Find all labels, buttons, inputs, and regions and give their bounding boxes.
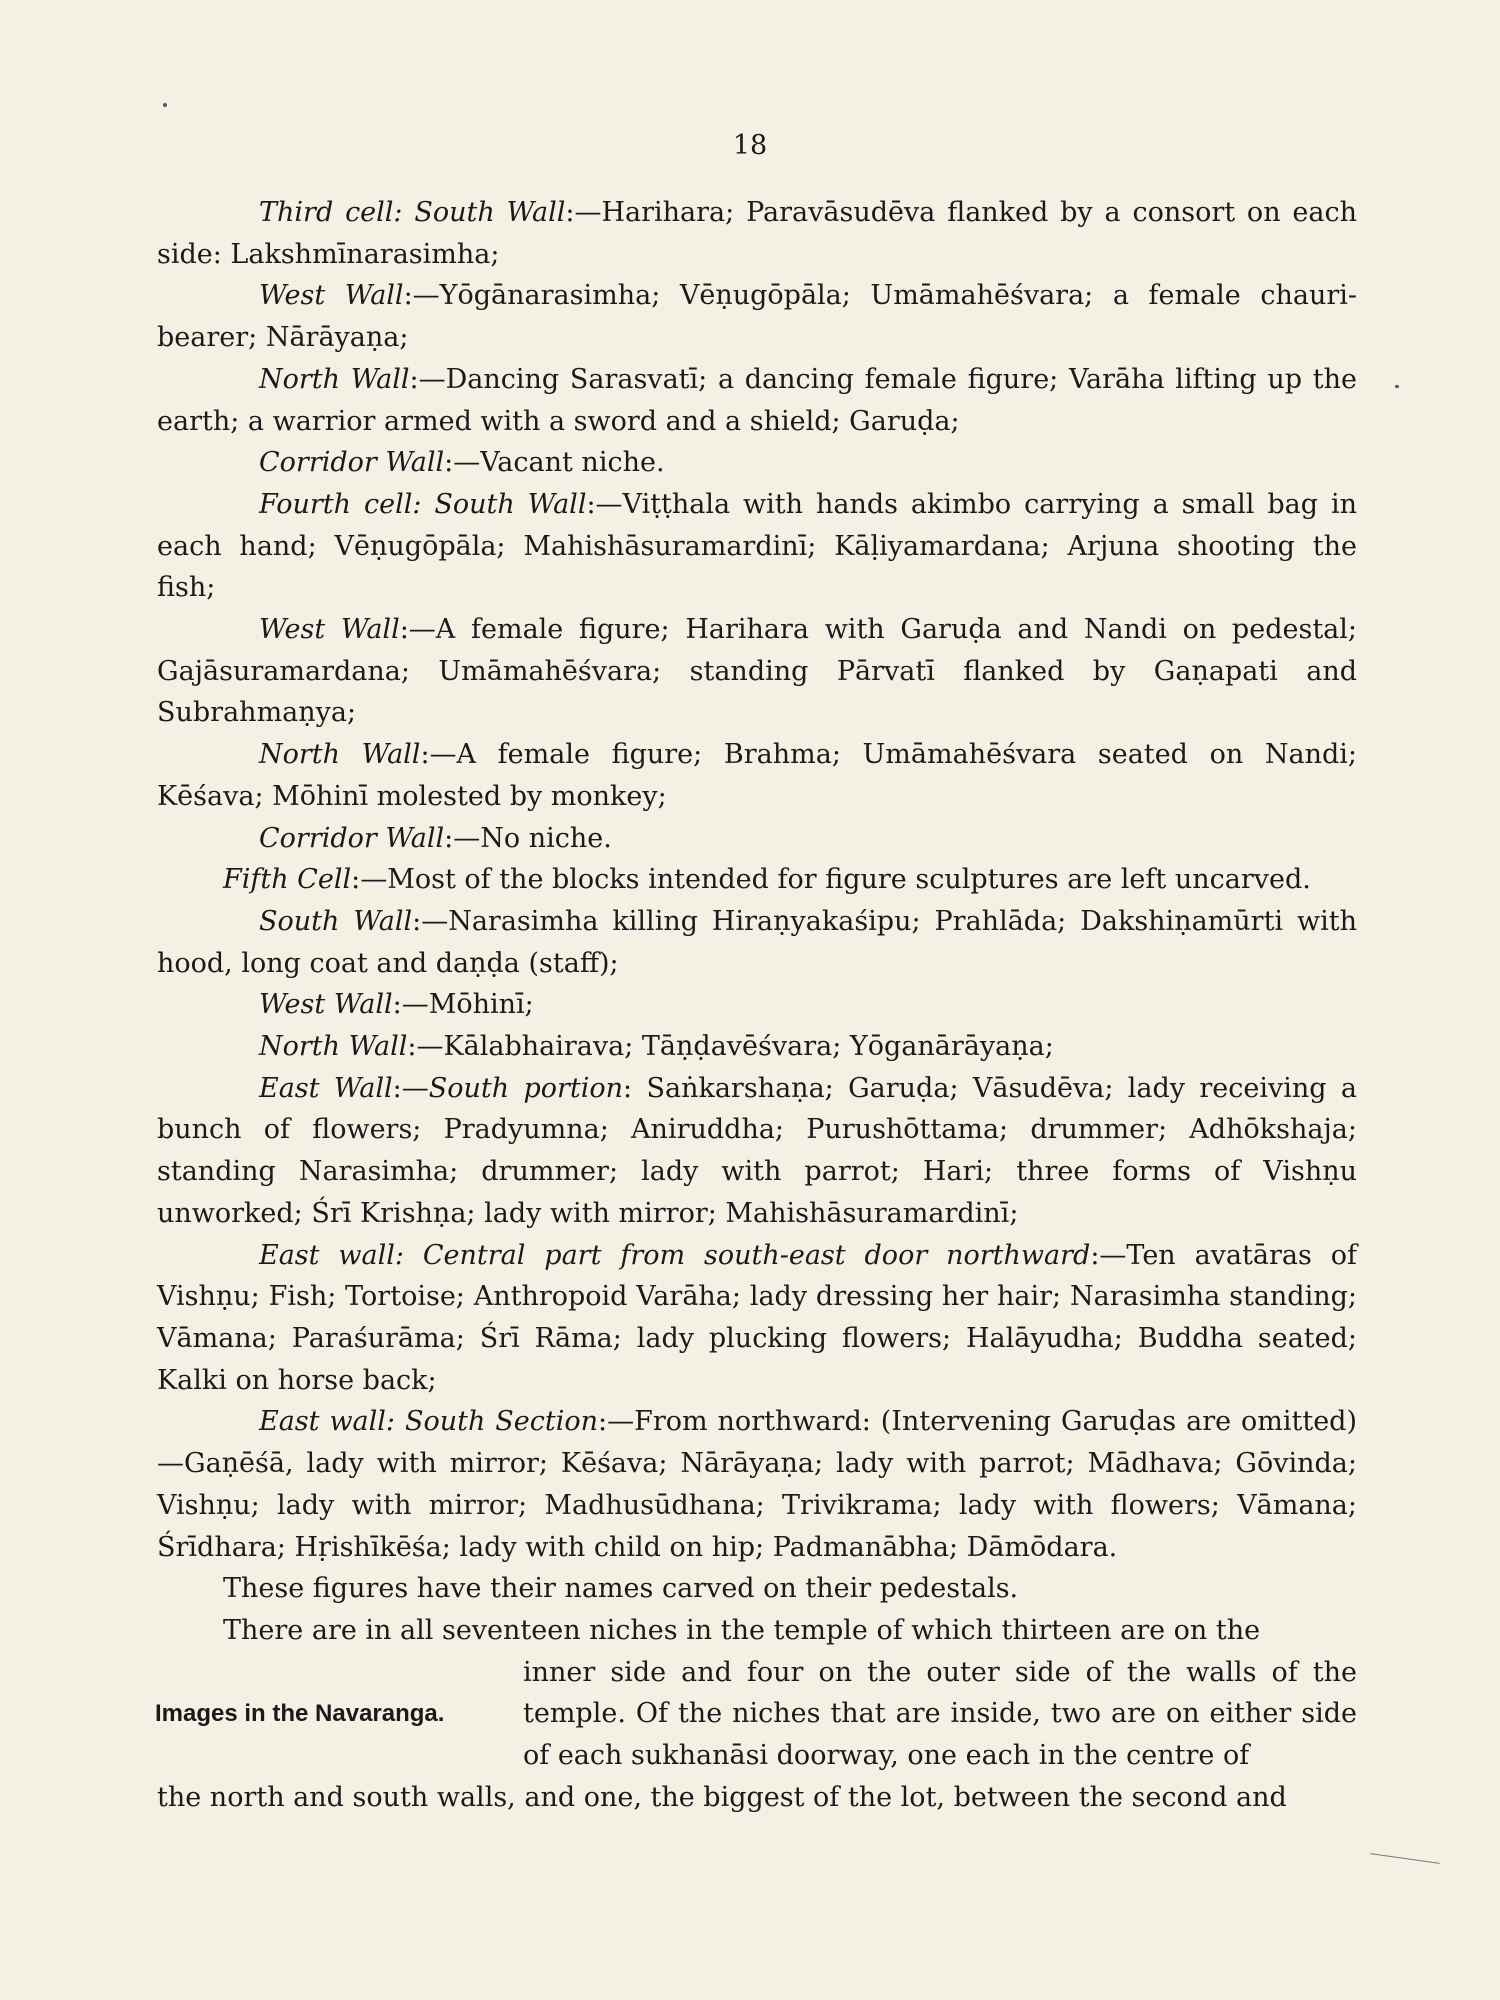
paragraph — [157, 984, 1357, 1026]
section-heading: East wall: South Section — [259, 1406, 599, 1438]
ink-speck — [163, 103, 167, 107]
paragraph — [157, 1026, 1357, 1068]
paragraph — [157, 275, 1357, 358]
paragraph: East Wall:—South portion: Saṅkarshaṇa; Garuḍa; Vāsudēva; lady receiving a bunch of flowers; Pradyumna; Aniruddha; Purushōttama; drummer; Adhōkshaja; standing Narasimha; drummer; lady with parrot; Hari; three forms of Vishṇu unworked; Śrī Krishṇa; lady with mirror; Mahishāsuramardinī; — [157, 1072, 1357, 1229]
section-heading: West Wall — [259, 989, 393, 1021]
paragraph — [157, 734, 1357, 817]
paragraph — [157, 1235, 1357, 1402]
paragraph — [157, 859, 1357, 901]
paragraph-text: :—Ten avatāras of Vishṇu; Fish; Tortoise; Anthropoid Varāha; lady dressing her hair; Narasimha standing; Vāmana; Paraśurāma; Śrī Rāma; lady plucking flowers; Halāyudha; Buddha seated; Kalki on horse back; — [157, 1239, 1357, 1396]
paragraph: the north and south walls, and one, the biggest of the lot, between the second and — [157, 1781, 1287, 1813]
paragraph-text: :—A female figure; Brahma; Umāmahēśvara seated on Nandi; Kēśava; Mōhinī molested by monkey; — [157, 739, 1357, 812]
paragraph — [157, 1401, 1357, 1568]
paragraph-text: :—Narasimha killing Hiraṇyakaśipu; Prahlāda; Dakshiṇamūrti with hood, long coat and daṇḍa (staff); — [157, 905, 1357, 979]
section-heading: North Wall — [259, 363, 410, 395]
paragraph: There are in all seventeen niches in the temple of which thirteen are on the — [223, 1614, 1261, 1646]
section-heading: Fifth Cell — [223, 864, 352, 896]
page-edge-line — [1370, 1853, 1439, 1864]
page-number: 18 — [732, 130, 768, 161]
paragraph — [157, 484, 1357, 609]
paragraph-text: :—Viṭṭhala with hands akimbo carrying a small bag in each hand; Vēṇugōpāla; Mahishāsuramardinī; Kāḷiyamardana; Arjuna shooting the fish; — [157, 488, 1357, 604]
margin-sidenote: Images in the Navaranga. — [155, 1700, 445, 1728]
section-heading: North Wall — [259, 739, 421, 771]
paragraph-text: :—Vacant niche. — [444, 447, 665, 479]
paragraph-text: inner side and four on the outer side of the walls of the temple. Of the niches that are inside, two are on either side of each sukhanāsi doorway, one each in the centre of — [523, 1656, 1357, 1772]
ink-speck — [1395, 385, 1399, 388]
paragraph — [157, 359, 1357, 442]
paragraph: These figures have their names carved on their pedestals. — [223, 1573, 1019, 1605]
section-heading: North Wall — [259, 1031, 408, 1063]
paragraph-text: :—Dancing Sarasvatī; a dancing female figure; Varāha lifting up the earth; a warrior armed with a sword and a shield; Garuḍa; — [157, 363, 1357, 437]
paragraph — [157, 901, 1357, 984]
body-text — [157, 192, 1357, 1818]
paragraph — [157, 818, 1357, 860]
paragraph-text: :—From northward: (Intervening Garuḍas are omitted)—Gaṇēśā, lady with mirror; Kēśava; Nārāyaṇa; lady with parrot; Mādhava; Gōvinda; Vishṇu; lady with mirror; Madhusūdhana; Trivikrama; lady with flowers; Vāmana; Śrīdhara; Hṛishīkēśa; lady with child on hip; Padmanābha; Dāmōdara. — [157, 1406, 1357, 1563]
section-heading: Third cell: South Wall — [259, 197, 566, 228]
paragraph — [157, 192, 1357, 275]
section-heading: East wall: Central part from south-east door northward — [259, 1239, 1091, 1271]
paragraph-text: :—Mōhinī; — [392, 989, 534, 1021]
paragraph-text: :—Kālabhairava; Tāṇḍavēśvara; Yōganārāyaṇa; — [407, 1031, 1054, 1063]
section-heading: Corridor Wall — [259, 822, 445, 854]
paragraph-text: :—Yōgānarasimha; Vēṇugōpāla; Umāmahēśvara; a female chauri-bearer; Nārāyaṇa; — [157, 280, 1358, 354]
section-heading: Fourth cell: South Wall — [259, 488, 587, 520]
paragraph — [157, 442, 1357, 484]
sidenote-block — [157, 1652, 1357, 1777]
paragraph-text: :—Most of the blocks intended for figure sculptures are left uncarved. — [351, 864, 1311, 896]
paragraph-text: : Saṅkarshaṇa; Garuḍa; Vāsudēva; lady receiving a bunch of flowers; Pradyumna; Aniruddha; Purushōttama; drummer; Adhōkshaja; standing Narasimha; drummer; lady with parrot; Hari; three forms of Vishṇu unworked; Śrī Krishṇa; lady with mirror; Mahishāsuramardinī; — [157, 1072, 1357, 1229]
paragraph — [157, 609, 1357, 734]
paragraph-text: :—No niche. — [444, 822, 612, 854]
section-heading: West Wall — [259, 280, 404, 312]
section-heading: Corridor Wall — [259, 447, 445, 479]
section-heading: South Wall — [259, 905, 413, 937]
section-heading: East Wall — [259, 1072, 393, 1104]
section-heading: West Wall — [259, 614, 400, 646]
paragraph-text: :—A female figure; Harihara with Garuḍa and Nandi on pedestal; Gajāsuramardana; Umāmahēśvara; standing Pārvatī flanked by Gaṇapati and Subrahmaṇya; — [157, 614, 1357, 729]
section-subheading: South portion — [428, 1072, 624, 1104]
paragraph-text: :—Harihara; Paravāsudēva flanked by a consort on each side: Lakshmīnarasimha; — [157, 197, 1358, 270]
